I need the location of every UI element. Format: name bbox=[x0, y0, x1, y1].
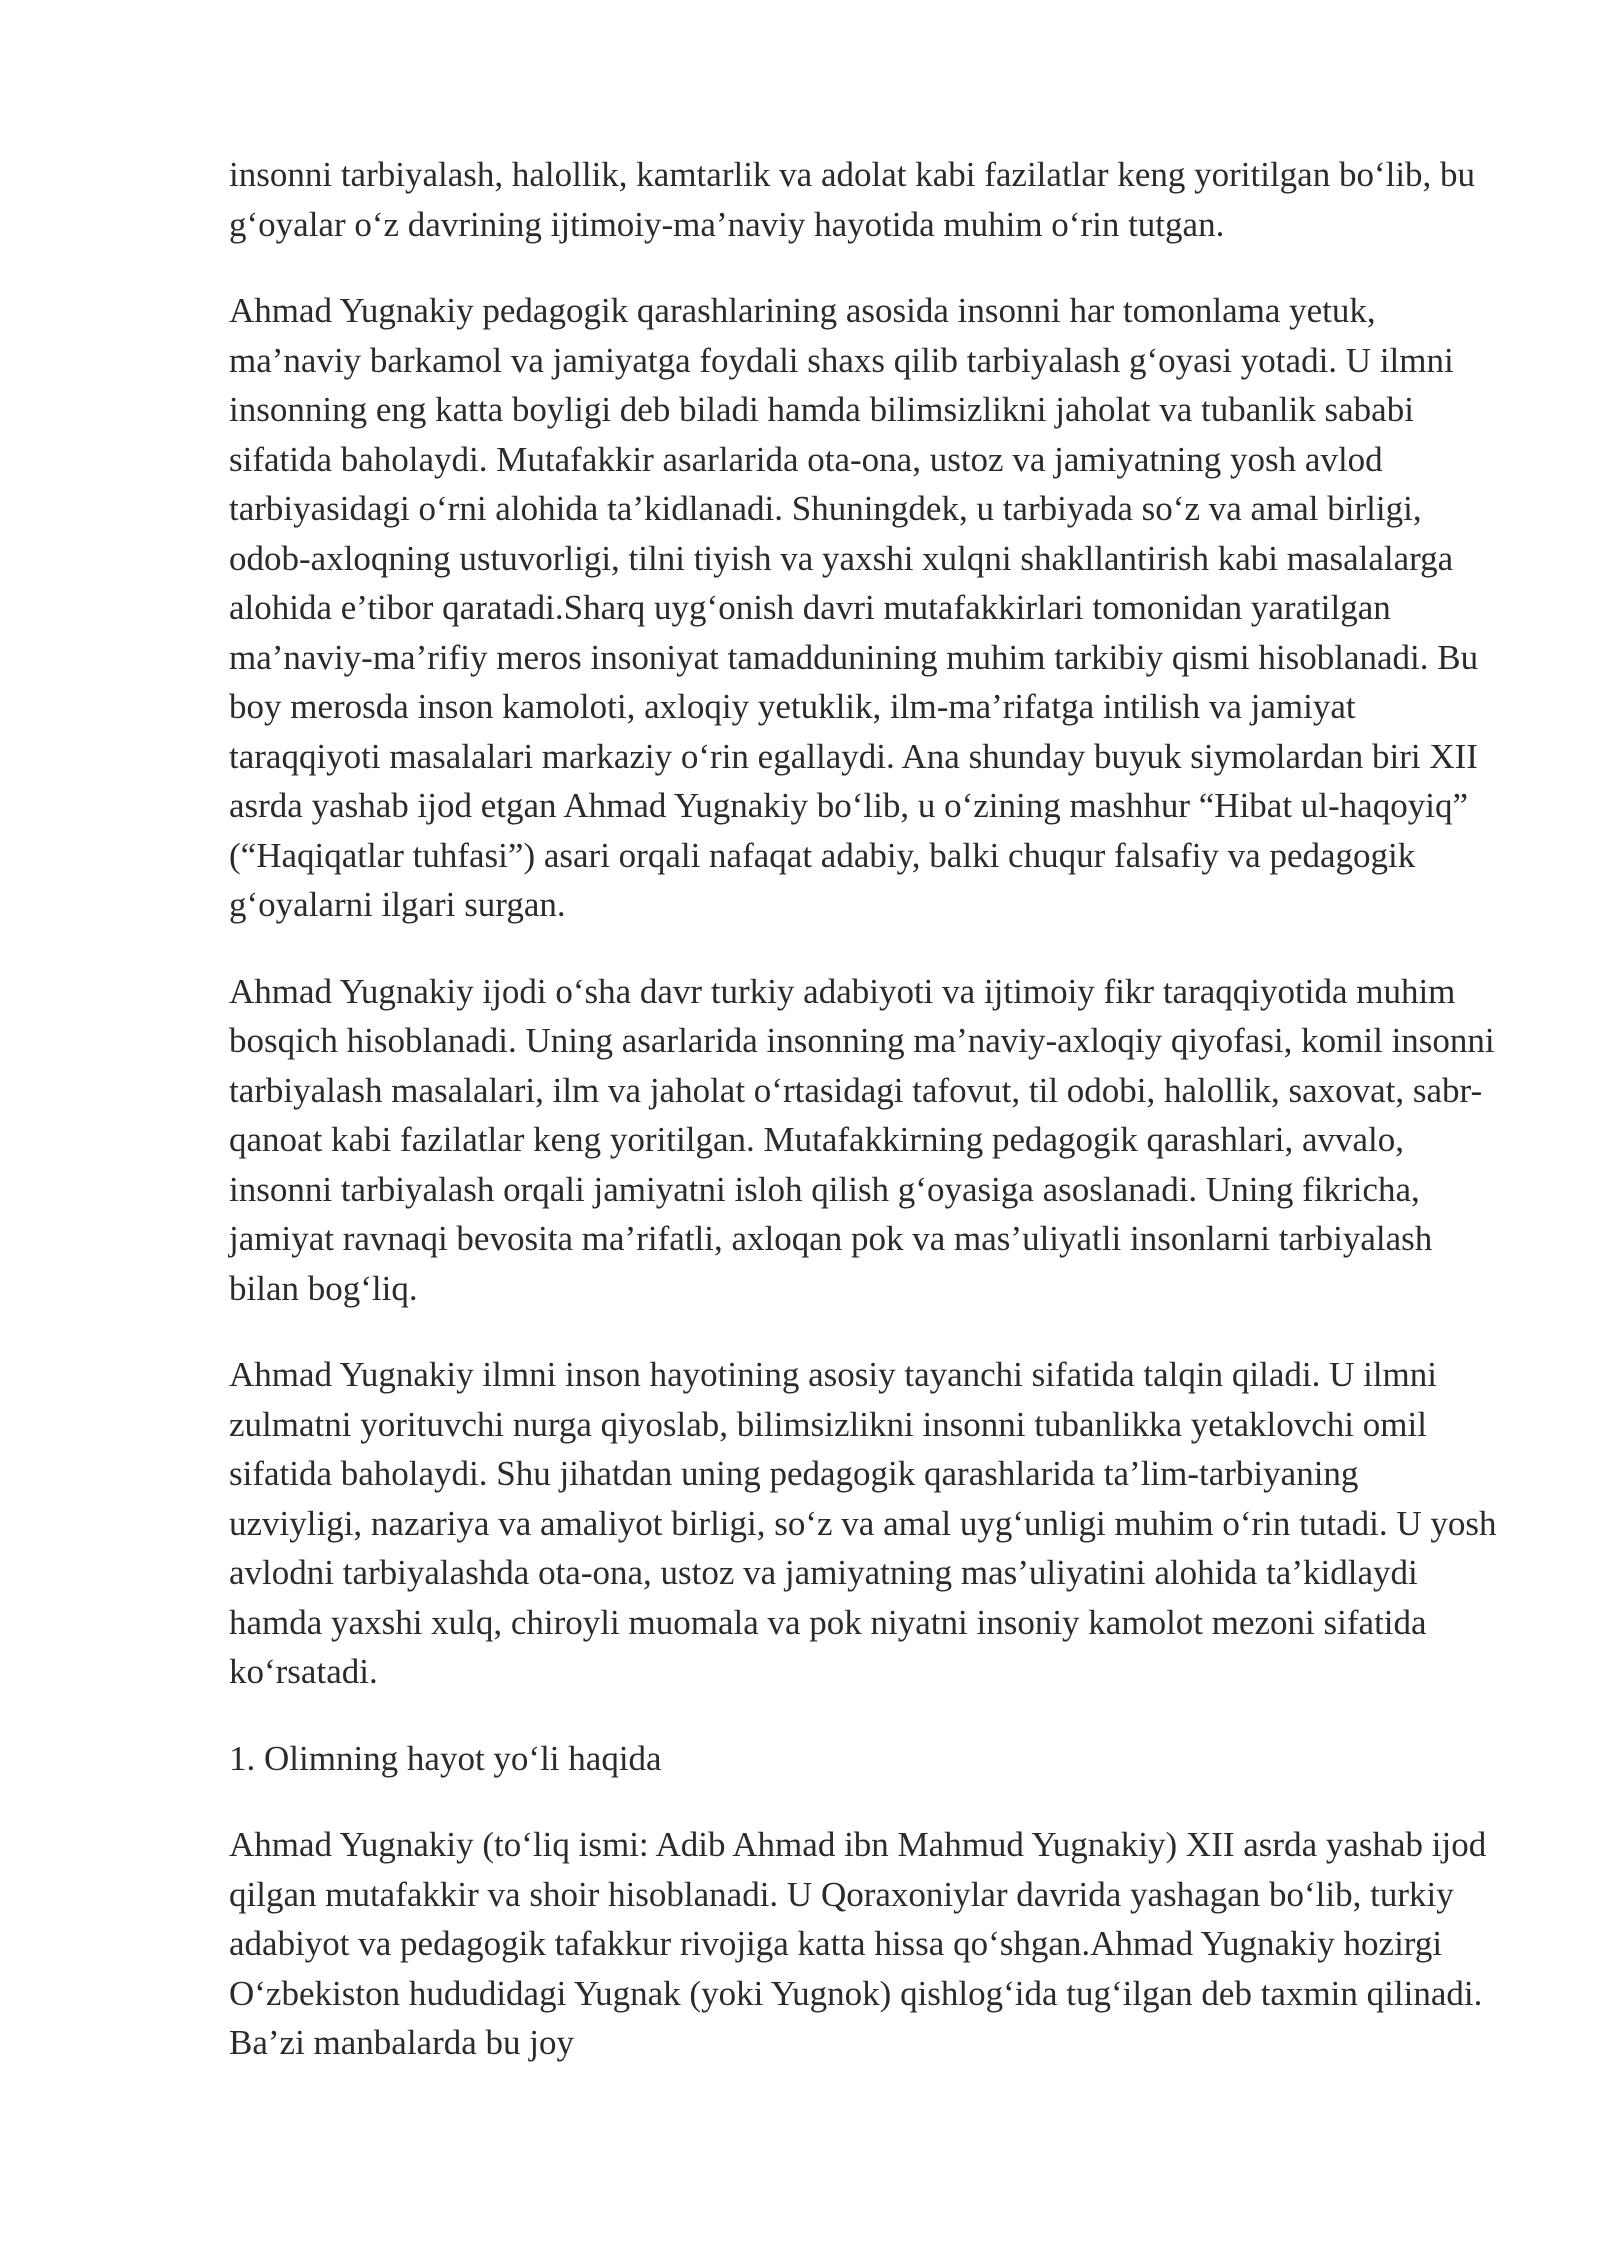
section-heading: 1. Olimning hayot yo‘li haqida bbox=[229, 1738, 662, 1778]
paragraph-pedagogical-views: Ahmad Yugnakiy pedagogik qarashlarining asosida insonni har tomonlama yetuk, ma’naviy barkamol va jamiyatga foydali shaxs qilib tarbiyalash g‘oyasi yotadi. U ilmni insonning eng katta boyligi deb biladi hamda bilimsizlikni jaholat va tubanlik sababi sifatida baholaydi. Mutafakkir asarlarida ota-ona, ustoz va jamiyatning yosh avlod tarbiyasidagi o‘rni alohida ta’kidlanadi. Shuningdek, u tarbiyada so‘z va amal birligi, odob-axloqning ustuvorligi, tilni tiyish va yaxshi xulqni shakllantirish kabi masalalarga alohida e’tibor qaratadi.Sharq uyg‘onish davri mutafakkirlari tomonidan yaratilgan ma’naviy-ma’rifiy meros insoniyat tamaddunining muhim tarkibiy qismi hisoblanadi. Bu boy merosda inson kamoloti, axloqiy yetuklik, ilm-ma’rifatga intilish va jamiyat taraqqiyoti masalalari markaziy o‘rin egallaydi. Ana shunday buyuk siymolardan biri XII asrda yashab ijod etgan Ahmad Yugnakiy bo‘lib, u o‘zining mashhur “Hibat ul-haqoyiq” (“Haqiqatlar tuhfasi”) asari orqali nafaqat adabiy, balki chuqur falsafiy va pedagogik g‘oyalarni ilgari surgan. bbox=[229, 291, 1479, 924]
paragraph-biography: Ahmad Yugnakiy (to‘liq ismi: Adib Ahmad ibn Mahmud Yugnakiy) XII asrda yashab ijod qilgan mutafakkir va shoir hisoblanadi. U Qoraxoniylar davrida yashagan bo‘lib, turkiy adabiyot va pedagogik tafakkur rivojiga katta hissa qo‘shgan.Ahmad Yugnakiy hozirgi O‘zbekiston hududidagi Yugnak (yoki Yugnok) qishlog‘ida tug‘ilgan deb taxmin qilinadi. Ba’zi manbalarda bu joy bbox=[229, 1825, 1487, 2062]
paragraph-creative-work: Ahmad Yugnakiy ijodi o‘sha davr turkiy adabiyoti va ijtimoiy fikr taraqqiyotida muhim bosqich hisoblanadi. Uning asarlarida insonning ma’naviy-axloqiy qiyofasi, komil insonni tarbiyalash masalalari, ilm va jaholat o‘rtasidagi tafovut, til odobi, halollik, saxovat, sabr-qanoat kabi fazilatlar keng yoritilgan. Mutafakkirning pedagogik qarashlari, avvalo, insonni tarbiyalash orqali jamiyatni isloh qilish g‘oyasiga asoslanadi. Uning fikricha, jamiyat ravnaqi bevosita ma’rifatli, axloqan pok va mas’uliyatli insonlarni tarbiyalash bilan bog‘liq. bbox=[229, 971, 1495, 1308]
document-page bbox=[229, 150, 1499, 2068]
paragraph-knowledge: Ahmad Yugnakiy ilmni inson hayotining asosiy tayanchi sifatida talqin qiladi. U ilmni zulmatni yorituvchi nurga qiyoslab, bilimsizlikni insonni tubanlikka yetaklovchi omil sifatida baholaydi. Shu jihatdan uning pedagogik qarashlarida ta’lim-tarbiyaning uzviyligi, nazariya va amaliyot birligi, so‘z va amal uyg‘unligi muhim o‘rin tutadi. U yosh avlodni tarbiyalashda ota-ona, ustoz va jamiyatning mas’uliyatini alohida ta’kidlaydi hamda yaxshi xulq, chiroyli muomala va pok niyatni insoniy kamolot mezoni sifatida ko‘rsatadi. bbox=[229, 1355, 1497, 1691]
paragraph-continuation: insonni tarbiyalash, halollik, kamtarlik va adolat kabi fazilatlar keng yoritilgan bo‘lib, bu g‘oyalar o‘z davrining ijtimoiy-ma’naviy hayotida muhim o‘rin tutgan. bbox=[229, 155, 1476, 244]
